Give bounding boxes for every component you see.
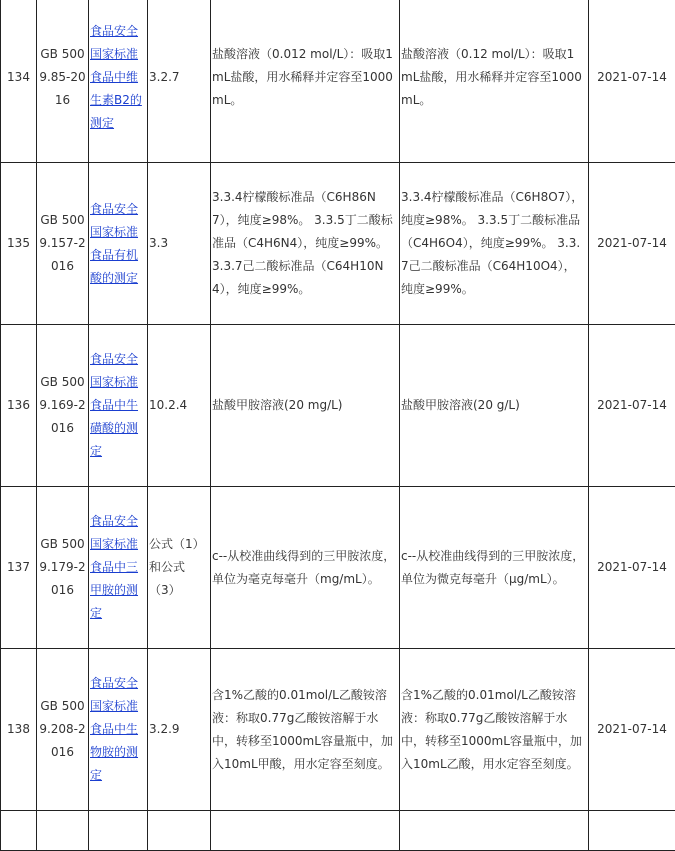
revised-text: 盐酸溶液（0.12 mol/L）：吸取1 mL盐酸，用水稀释并定容至1000 mL。 — [400, 0, 589, 163]
standard-name-cell — [89, 163, 148, 325]
standard-code: GB 5009.169-2016 — [37, 325, 89, 487]
revision-date: 2021-07-14 — [589, 649, 675, 811]
standard-name-link[interactable]: 食品安全国家标准食品有机酸的测定 — [90, 202, 138, 285]
revision-date: 2021-07-14 — [589, 325, 675, 487]
original-text: c--从校准曲线得到的三甲胺浓度，单位为毫克每毫升（mg/mL）。 — [211, 487, 400, 649]
clause: 3.3 — [148, 163, 211, 325]
standard-code — [37, 811, 89, 851]
standard-name-link[interactable]: 食品安全国家标准食品中牛磺酸的测定 — [90, 352, 138, 458]
clause: 3.2.7 — [148, 0, 211, 163]
clause: 3.2.9 — [148, 649, 211, 811]
original-text: 盐酸甲胺溶液(20 mg/L) — [211, 325, 400, 487]
table-row — [1, 649, 675, 811]
table-row — [1, 0, 675, 163]
standard-code: GB 5009.85-2016 — [37, 0, 89, 163]
row-number: 135 — [1, 163, 37, 325]
revised-text: 含1%乙酸的0.01mol/L乙酸铵溶液：称取0.77g乙酸铵溶解于水中，转移至1000mL容量瓶中，加入10mL乙酸，用水定容至刻度。 — [400, 649, 589, 811]
standard-name-cell — [89, 0, 148, 163]
revised-text — [400, 811, 589, 851]
revised-text: c--从校准曲线得到的三甲胺浓度，单位为微克每毫升（μg/mL）。 — [400, 487, 589, 649]
original-text: 3.3.4柠檬酸标准品（C6H86N7），纯度≥98%。 3.3.5丁二酸标准品（C4H6N4），纯度≥99%。 3.3.7己二酸标准品（C64H10N4），纯度≥99%。 — [211, 163, 400, 325]
row-number: 137 — [1, 487, 37, 649]
clause: 公式（1）和公式（3） — [148, 487, 211, 649]
original-text: 盐酸溶液（0.012 mol/L）：吸取1 mL盐酸，用水稀释并定容至1000 mL。 — [211, 0, 400, 163]
revision-date: 2021-07-14 — [589, 163, 675, 325]
standard-name-link[interactable]: 食品安全国家标准食品中三甲胺的测定 — [90, 514, 138, 620]
row-number: 134 — [1, 0, 37, 163]
standard-name-link[interactable]: 食品安全国家标准食品中生物胺的测定 — [90, 676, 138, 782]
standard-name-cell — [89, 487, 148, 649]
standard-name-cell — [89, 649, 148, 811]
row-number: 138 — [1, 649, 37, 811]
clause: 10.2.4 — [148, 325, 211, 487]
standard-name-cell — [89, 325, 148, 487]
clause — [148, 811, 211, 851]
row-number — [1, 811, 37, 851]
standard-code: GB 5009.157-2016 — [37, 163, 89, 325]
revised-text: 盐酸甲胺溶液(20 g/L) — [400, 325, 589, 487]
standard-name-cell — [89, 811, 148, 851]
standard-name-link[interactable]: 食品安全国家标准食品中维生素B2的测定 — [90, 24, 142, 130]
original-text: 含1%乙酸的0.01mol/L乙酸铵溶液：称取0.77g乙酸铵溶解于水中，转移至1000mL容量瓶中，加入10mL甲酸，用水定容至刻度。 — [211, 649, 400, 811]
table-row — [1, 325, 675, 487]
table-row — [1, 487, 675, 649]
standard-code: GB 5009.179-2016 — [37, 487, 89, 649]
revision-date — [589, 811, 675, 851]
table-row — [1, 163, 675, 325]
revision-date: 2021-07-14 — [589, 487, 675, 649]
standard-code: GB 5009.208-2016 — [37, 649, 89, 811]
revision-date: 2021-07-14 — [589, 0, 675, 163]
revised-text: 3.3.4柠檬酸标准品（C6H8O7），纯度≥98%。 3.3.5丁二酸标准品（C4H6O4），纯度≥99%。 3.3.7己二酸标准品（C64H10O4），纯度≥99%。 — [400, 163, 589, 325]
original-text — [211, 811, 400, 851]
row-number: 136 — [1, 325, 37, 487]
table-row — [1, 811, 675, 851]
